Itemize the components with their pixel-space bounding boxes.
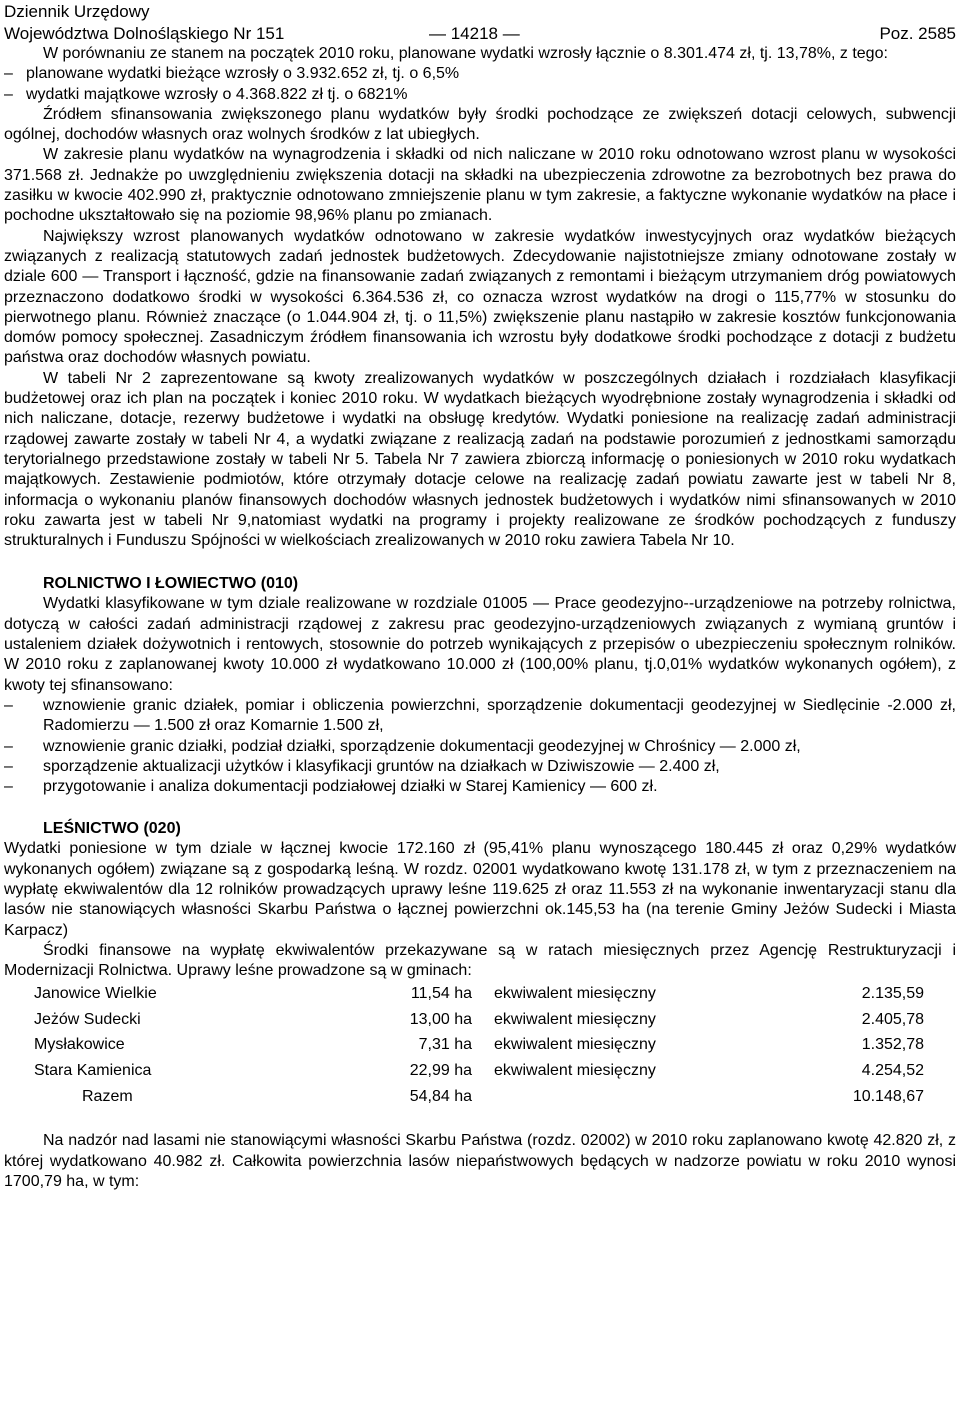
page-header (4, 0, 956, 44)
list-item: – wznowienie granic działek, pomiar i obliczenia powierzchni, sporządzenie dokumentacji geodezyjnej w Siedlęcinie -2.000 zł, Radomierzu — 1.500 zł oraz Komarnie 1.500 zł, (4, 696, 956, 737)
list-item: – planowane wydatki bieżące wzrosły o 3.932.652 zł, tj. o 6,5% (4, 64, 956, 84)
journal-title: Dziennik Urzędowy (4, 2, 150, 21)
paragraph: Wydatki klasyfikowane w tym dziale realizowane w rozdziale 01005 — Prace geodezyjno--urządzeniowe na potrzeby rolnictwa, dotyczą w całości zadań administracji rządowej z zakresu prac geodezyjno-urządzeniowych związanych z wymianą gruntów i ustaleniem działek dożywotnich i rentowych, stosownie do potrzeb wynikających z przepisów o ubezpieczeniu społecznym rolników. W 2010 roku z zaplanowanej kwoty 10.000 zł wydatkowano 10.000 zł (100,00% planu, tj.0,01% wydatków wykonanych ogółem), z kwoty tej sfinansowano: (4, 595, 956, 694)
list-item: – sporządzenie aktualizacji użytków i klasyfikacji gruntów na działkach w Dziwiszowie — 2.400 zł, (4, 757, 956, 777)
paragraph: Wydatki poniesione w tym dziale w łącznej kwocie 172.160 zł (95,41% planu wynoszącego 180.445 zł oraz 0,29% wydatków wykonanych ogółem) związane są z gospodarką leśną. W rozdz. 02001 wydatkowano kwotę 131.178 zł, w tym z przeznaczeniem na wypłatę ekwiwalentów dla 12 rolników prowadzących uprawy leśne 119.625 zł oraz 11.553 zł na wykonanie inwentaryzacji stanu dla lasów nie stanowiących własności Skarbu Państwa o łącznej powierzchni ok.145,53 ha (na terenie Gminy Jeżów Sudecki i Miasta Karpacz) (4, 840, 956, 939)
paragraph: Środki finansowe na wypłatę ekwiwalentów przekazywane są w ratach miesięcznych przez Agencję Restrukturyzacji i Modernizacji Rolnictwa. Uprawy leśne prowadzone są w gminach: (4, 941, 956, 980)
intro-paragraph: W porównaniu ze stanem na początek 2010 roku, planowane wydatki wzrosły łącznie o 8.301.474 zł, tj. 13,78%, z tego: (43, 45, 888, 62)
page-number: — 14218 — (429, 24, 520, 43)
dash-marker: – (4, 85, 13, 103)
position-number: Poz. 2585 (879, 24, 956, 43)
section-heading-rolnictwo: ROLNICTWO I ŁOWIECTWO (010) (43, 575, 299, 593)
document-page (4, 0, 956, 1192)
list-item: – wydatki majątkowe wzrosły o 4.368.822 zł tj. o 6821% (4, 85, 956, 105)
dash-marker: – (4, 757, 13, 775)
dash-marker: – (4, 778, 13, 796)
paragraph: Największy wzrost planowanych wydatków odnotowano w zakresie wydatków inwestycyjnych oraz wydatków bieżących związanych z realizacją statutowych zadań jednostek budżetowych. Zdecydowanie najistotniejsze zmiany odnotowane zostały w dziale 600 — Transport i łączność, gdzie na finansowanie zadań związanych z remontami i bieżącym utrzymaniem dróg powiatowych przeznaczono dodatkowo środki w wysokości 6.364.536 zł, co oznacza wzrost wydatków na drogi o 115,77% w stosunku do pierwotnego planu. Również znaczące (o 1.044.904 zł, tj. o 11,5%) zwiększenie planu nastąpiło w zakresie kosztów funkcjonowania domów pomocy społecznej. Zasadniczym źródłem finansowania ich wzrostu były dodatkowe środki pochodzące z dotacji z budżetu państwa oraz dochodów własnych powiatu. (4, 227, 956, 367)
dash-marker: – (4, 696, 13, 714)
table-total-row: Razem 54,84 ha 10.148,67 (82, 1087, 924, 1105)
list-item: – wznowienie granic działki, podział działki, sporządzenie dokumentacji geodezyjnej w Chrośnicy — 2.000 zł, (4, 737, 956, 757)
dash-marker: – (4, 737, 13, 755)
paragraph: W tabeli Nr 2 zaprezentowane są kwoty zrealizowanych wydatków w poszczególnych działach i rozdziałach klasyfikacji budżetowej oraz ich plan na początek i koniec 2010 roku. W wydatkach bieżących wyodrębnione zostały wynagrodzenia i składki od nich naliczane, dotacje, rezerwy budżetowe i wydatki na obsługę kredytów. Wydatki poniesione na realizację zadań administracji rządowej zawarte zostały w tabeli Nr 4, a wydatki związane z realizacją zadań na podstawie porozumień z jednostkami samorządu terytorialnego przedstawione zostały w tabeli Nr 5. Tabela Nr 7 zawiera zbiorczą informację o poniesionych w 2010 roku wydatkach majątkowych. Zestawienie podmiotów, które otrzymały dotacje celowe na realizację zadań powiatu zawarte jest w tabeli Nr 8, informacja o wykonaniu planów finansowych dochodów własnych jednostek budżetowych i wydatków nimi sfinansowanych w 2010 roku zawarta jest w tabeli Nr 9,natomiast wydatki na programy i projekty realizowane ze środków pochodzących z funduszy strukturalnych i Funduszu Spójności w wielkościach zrealizowanych w 2010 roku zawiera Tabela Nr 10. (4, 369, 956, 550)
dash-marker: – (4, 65, 13, 83)
journal-issue: Województwa Dolnośląskiego Nr 151 (4, 24, 285, 43)
paragraph: Źródłem sfinansowania zwiększonego planu wydatków były środki pochodzące ze zwiększeń dotacji celowych, subwencji ogólnej, dochodów własnych oraz wolnych środków z lat ubiegłych. (4, 105, 956, 144)
table-row: Stara Kamienica 22,99 ha ekwiwalent miesięczny 4.254,52 (34, 1062, 924, 1080)
forest-table (34, 981, 924, 1109)
section-heading-lesnictwo: LEŚNICTWO (020) (43, 820, 181, 838)
paragraph: W zakresie planu wydatków na wynagrodzenia i składki od nich naliczane w 2010 roku odnotowano wzrost planu w wysokości 371.568 zł. Jednakże po uwzględnieniu zwiększenia dotacji na składki na ubezpieczenia zdrowotne za bezrobotnych bez prawa do zasiłku w kwocie 402.990 zł, praktycznie odnotowano zmniejszenie planu w tym zakresie, a faktyczne wykonanie wydatków na płace i pochodne ukształtowało się na poziomie 98,96% planu po zmianach. (4, 146, 956, 225)
table-row: Janowice Wielkie 11,54 ha ekwiwalent miesięczny 2.135,59 (34, 985, 924, 1003)
list-item: – przygotowanie i analiza dokumentacji podziałowej działki w Starej Kamienicy — 600 zł. (4, 777, 956, 797)
table-row: Mysłakowice 7,31 ha ekwiwalent miesięczny 1.352,78 (34, 1036, 924, 1054)
paragraph: Na nadzór nad lasami nie stanowiącymi własności Skarbu Państwa (rozdz. 02002) w 2010 roku zaplanowano kwotę 42.820 zł, z której wydatkowano 40.982 zł. Całkowita powierzchnia lasów niepaństwowych będących w nadzorze powiatu w roku 2010 wynosi 1700,79 ha, w tym: (4, 1132, 956, 1191)
table-row: Jeżów Sudecki 13,00 ha ekwiwalent miesięczny 2.405,78 (34, 1010, 924, 1028)
